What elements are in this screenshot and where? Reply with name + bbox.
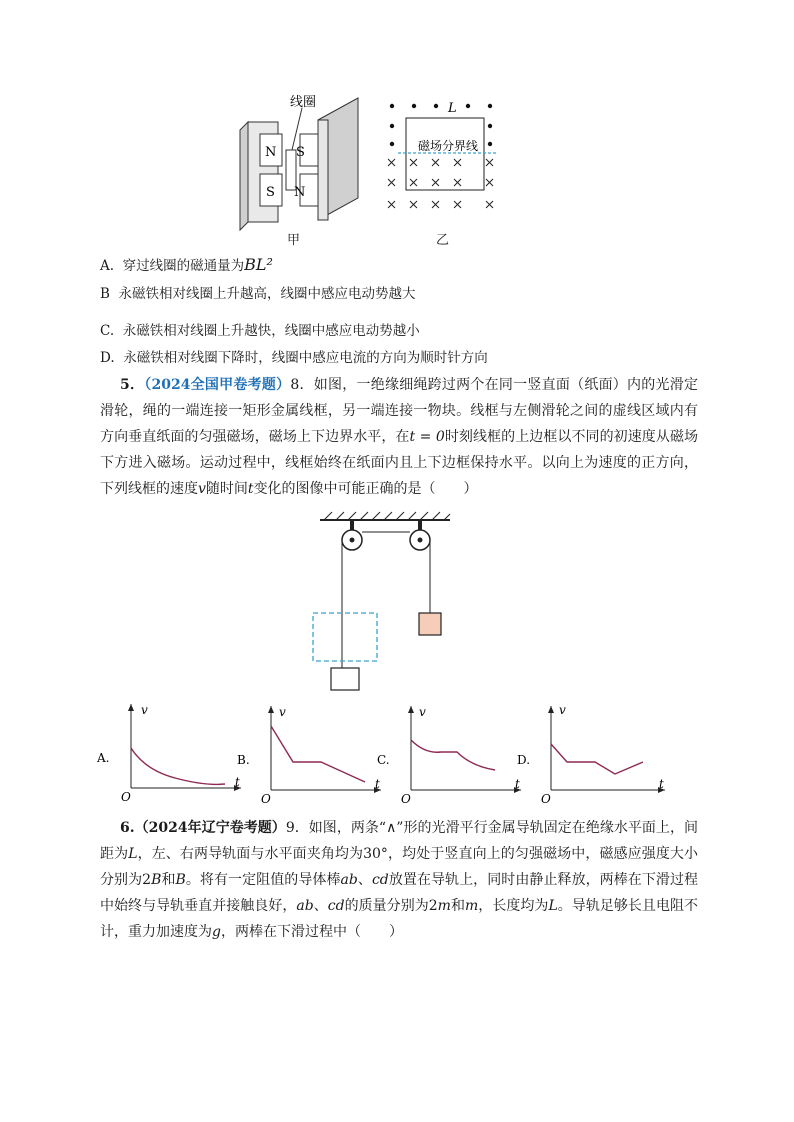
coil-label: 线圈 (290, 95, 317, 110)
pole-n-right: N (294, 185, 306, 200)
svg-text:t: t (659, 777, 664, 791)
label-yi: 乙 (436, 233, 450, 248)
svg-text:v: v (419, 705, 426, 719)
pole-s-right: S (296, 145, 305, 160)
svg-text:O: O (541, 792, 551, 806)
graph-d (515, 702, 675, 807)
option-d: D. 永磁铁相对线圈下降时，线圈中感应电流的方向为顺时针方向 (100, 350, 488, 366)
figure-yi (380, 96, 510, 216)
svg-text:t: t (375, 777, 380, 791)
svg-text:v: v (279, 705, 286, 719)
q5-source: （2024全国甲卷考题） (144, 377, 291, 393)
svg-text:O: O (121, 790, 131, 804)
pole-s-left: S (266, 185, 275, 200)
pole-n-left: N (265, 145, 277, 160)
svg-text:O: O (261, 792, 271, 806)
graph-b (235, 702, 385, 807)
label-l: L (448, 101, 457, 116)
label-jia: 甲 (287, 233, 301, 248)
svg-text:O: O (401, 792, 411, 806)
graph-c (375, 702, 525, 807)
svg-text:v: v (559, 703, 566, 717)
svg-text:v: v (141, 703, 148, 717)
block (419, 613, 441, 635)
graph-a-label: A. (97, 751, 110, 765)
metal-frame (331, 668, 359, 690)
svg-text:t: t (235, 775, 240, 789)
option-c: C. 永磁铁相对线圈上升越快，线圈中感应电动势越小 (100, 323, 420, 339)
q6-source: 6.（2024年辽宁卷考题） (120, 820, 286, 836)
graph-a (95, 700, 245, 805)
graph-c-label: C. (377, 753, 390, 767)
graph-d-label: D. (517, 753, 531, 767)
option-a: A. 穿过线圈的磁通量为BL² (100, 255, 273, 274)
boundary-label: 磁场分界线 (418, 139, 479, 153)
option-b: B 永磁铁相对线圈上升越高，线圈中感应电动势越大 (100, 286, 416, 302)
question-5: 5．（2024全国甲卷考题）8．如图，一绝缘细绳跨过两个在同一竖直面（纸面）内的光滑定滑轮，绳的一端连接一矩形金属线框，另一端连接一物块。线框与左侧滑轮之间的虚线区域内有方向垂直纸面的匀强磁场，磁场上下边界水平，在t = 0时刻线框的上边框以不同的初速度从磁场下方进入磁场。运动过程中，线框始终在纸面内且上下边框保持水平。以向上为速度的正方向，下列线框的速度v随时间t变化的图像中可能正确的是（ ） (100, 377, 699, 497)
figure-jia (230, 90, 370, 250)
graph-b-label: B. (237, 753, 250, 767)
question-6: 6.（2024年辽宁卷考题）9．如图，两条“∧”形的光滑平行金属导轨固定在绝缘水平面上，间距为L，左、右两导轨面与水平面夹角均为30°，均处于竖直向上的匀强磁场中，磁感应强度大小分别为2B和B。将有一定阻值的导体棒ab、cd放置在导轨上，同时由静止释放，两棒在下滑过程中始终与导轨垂直并接触良好，ab、cd的质量分别为2m和m，长度均为L。导轨足够长且电阻不计，重力加速度为g，两棒在下滑过程中（ ） (100, 820, 699, 940)
svg-text:t: t (515, 777, 520, 791)
pulley-figure (300, 508, 470, 698)
